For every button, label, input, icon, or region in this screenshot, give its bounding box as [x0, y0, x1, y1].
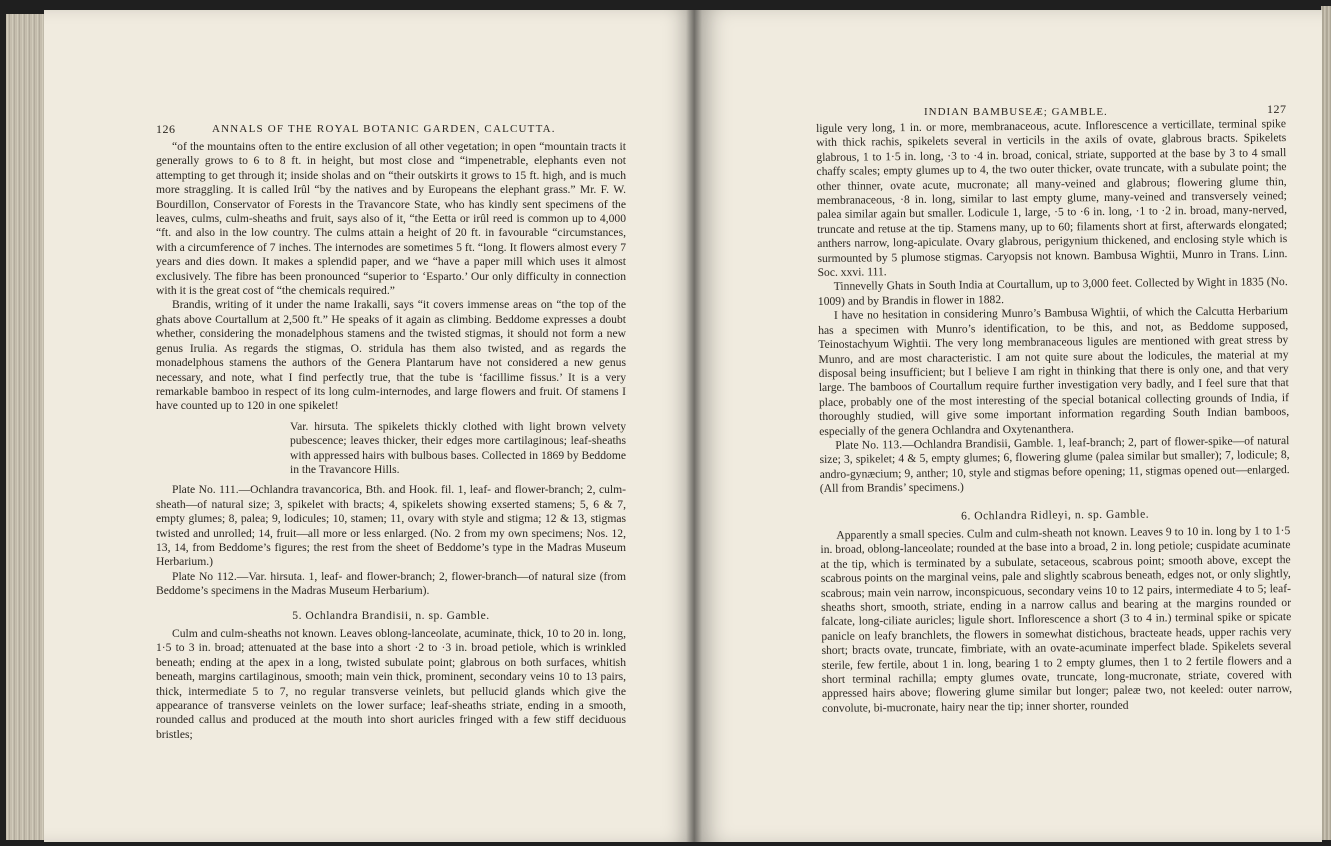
page-edges-right: [1321, 6, 1331, 840]
left-page-number: 126: [156, 122, 176, 136]
paragraph: I have no hesitation in considering Munro’s Bambusa Wightii, of which the Calcutta Herbarium has a specimen with Munro’s identification, to be this, and not, as Beddome supposed, Teinostachyum Wightii. The very long membranaceous ligules are mentioned with great stress by Munro, and are most characteristic. I am not quite sure about the lodicules, the material at my disposal being insufficient; but I believe I am right in thinking that there is only one, and that very large. The bamboos of Courtallum require further investigation very badly, and I feel sure that that place, probably one of the most interesting of the special botanical collecting grounds of India, if thoroughly studied, will give some important information regarding South Indian bamboos, especially of the genera Ochlandra and Oxytenanthera.: [818, 304, 1290, 438]
plate-caption: Plate No. 111.—Ochlandra travancorica, Bth. and Hook. fil. 1, leaf- and flower-branch; 2, culm-sheath—of natural size; 3, spikelet with bracts; 4, spikelets showing exserted stamens; 5, 6 & 7, empty glumes; 8, palea; 9, lodicules; 10, stamen; 11, ovary with style and stigma; 12 & 13, stigmas twisted and unrolled; 14, fruit—all more or less enlarged. (No. 2 from my own specimens; Nos. 12, 13, 14, from Beddome’s figures; the rest from the sheet of Beddome’s type in the Madras Museum Herbarium.): [156, 483, 626, 569]
plate-caption: Plate No. 113.—Ochlandra Brandisii, Gamble. 1, leaf-branch; 2, part of flower-spike—of natural size; 3, spikelet; 4 & 5, empty glumes; 6, flowering glume (palea similar but smaller); 7, lodicule; 8, andro-gynæcium; 9, anther; 10, style and stigmas before opening; 11, stigmas opened out—enlarged. (All from Brandis’ specimens.): [819, 433, 1290, 496]
right-page-number: 127: [1267, 102, 1287, 116]
paragraph: Tinnevelly Ghats in South India at Courtallum, up to 3,000 feet. Collected by Wight in 1835 (No. 1009) and by Brandis in flower in 1882.: [817, 275, 1288, 308]
section-title: 6. Ochlandra Ridleyi, n. sp. Gamble.: [961, 507, 1150, 523]
paragraph: ligule very long, 1 in. or more, membranaceous, acute. Inflorescence a verticillate, terminal spike with thick rachis, spikelets several in verticils in the axils of ovate, glabrous bracts. Spikelets glabrous, 1 to 1·5 in. long, ·3 to ·4 in. broad, conical, striate, supported at the base by 3 to 4 small chaffy scales; empty glumes up to 4, the two outer thicker, ovate truncate, with a subulate point; the other thinner, ovate acute, mucronate; all many-veined and glabrous; flowering glume thin, membranaceous, ·8 in. long, similar to last empty glume, many-veined and transversely veined; palea similar again but smaller. Lodicule 1, large, ·5 to ·6 in. long, ·1 to ·2 in. broad, many-nerved, truncate and retuse at the tip. Stamens many, up to 60; filaments short at first, afterwards elongated; anthers narrow, long-apiculate. Ovary glabrous, perigynium thickened, and enclosing style which is surmounted by 5 plumose stigmas. Caryopsis not known. Bambusa Wightii, Munro in Trans. Linn. Soc. xxvi. 111.: [816, 117, 1288, 280]
left-page: [44, 10, 694, 842]
left-body: [156, 140, 626, 742]
page-edges-left: [6, 14, 46, 840]
variety-note: Var. hirsuta. The spikelets thickly clothed with light brown velvety pubescence; leaves thicker, their edges more cartilaginous; leaf-sheaths with appressed hairs with bulbous bases. Collected in 1869 by Beddome in the Travancore Hills.: [290, 419, 626, 476]
paragraph: Brandis, writing of it under the name Irakalli, says “it covers immense areas on “the top of the ghats above Courtallum at 2,500 ft.” He speaks of it again as climbing. Beddome expresses a doubt whether, considering the monadelphous stamens and the twisted stigmas, it should not form a new genus Irulia. As regards the stigmas, O. stridula has them also twisted, and as regards the monadelphous stamens the authors of the Genera Plantarum have not considered a new genus necessary, and note, what I find perfectly true, that the tube is ‘facillime fissus.’ It is a very remarkable bamboo in respect of its long culm-internodes, and large flowers and fruit. Of stamens I have counted up to 120 in one spikelet!: [156, 298, 626, 413]
book-gutter: [686, 10, 702, 842]
right-running-head: INDIAN BAMBUSEÆ; GAMBLE.: [924, 106, 1108, 118]
left-running-head: ANNALS OF THE ROYAL BOTANIC GARDEN, CALCUTTA.: [212, 123, 556, 135]
species-description: Culm and culm-sheaths not known. Leaves oblong-lanceolate, acuminate, thick, 10 to 20 in. long, 1·5 to 3 in. broad; attenuated at the base into a short ·2 to ·3 in. broad petiole, which is wrinkled beneath; ending at the apex in a long, twisted subulate point; glabrous on both surfaces, whitish beneath, margins cartilaginous, smooth; main vein thick, prominent, secondary veins 10 to 13 pairs, thick, intermediate 5 to 7, no regular transverse veinlets, but pellucid glands which give the appearance of transverse veinlets on the lower surface; leaf-sheaths striate, ending in a smooth, rounded callus and produced at the mouth into short auricles fringed with a few stiff deciduous bristles;: [156, 627, 626, 741]
species-description: Apparently a small species. Culm and culm-sheath not known. Leaves 9 to 10 in. long by 1 to 1·5 in. broad, oblong-lanceolate; rounded at the base into a broad, 2 in. long petiole; cuspidate acuminate at the tip, which is terminated by a subulate, setaceous, scabrous point; smooth above, except the scabrous points on the marginal veins, pale and slightly scabrous beneath, edges not, or only slightly, scabrous; main vein narrow, inconspicuous, secondary veins 10 to 12 pairs, intermediate 4 to 5; leaf-sheaths short, smooth, striate, ending in a narrow callus and bearing at the margins rounded or falcate, long-ciliate auricles; ligule short. Inflorescence a short (3 to 4 in.) terminal spike or spicate panicle on leafy branchlets, the flowers in somewhat distichous, bracteate heads, upper rachis very short; bracts ovate, truncate, fimbriate, with an ovate-acuminate imperfect blade. Spikelets several sterile, few fertile, about 1 in. long, bearing 1 to 2 empty glumes, then 1 to 2 fertile flowers and a short terminal rachilla; empty glumes ovate, truncate, long-mucronate, striate, covered with appressed hairs above; flowering glume similar but longer; paleæ two, not keeled: outer narrow, convolute, bi-mucronate, hairy near the tip; inner shorter, rounded: [820, 524, 1293, 715]
plate-caption: Plate No 112.—Var. hirsuta. 1, leaf- and flower-branch; 2, flower-branch—of natural size (from Beddome’s specimens in the Madras Museum Herbarium).: [156, 569, 626, 598]
section-title: 5. Ochlandra Brandisii, n. sp. Gamble.: [292, 608, 490, 622]
right-body: [816, 117, 1292, 716]
right-page: [694, 10, 1322, 842]
paragraph: “of the mountains often to the entire exclusion of all other vegetation; in open “mountain tracts it generally grows to 6 to 8 ft. in height, but most close and “impenetrable, elephants even not attempting to get through it; inside sholas and on “their outskirts it grows to 15 ft. high, and is much more straggling. It is called Irûl “by the natives and by Europeans the elephant grass.” Mr. F. W. Bourdillon, Conservator of Forests in the Travancore State, who has kindly sent specimens of the leaves, culms, culm-sheaths and fruit, says also of it, “the Eetta or irûl reed is common up to 4,000 “ft. and also in the low country. The culms attain a height of 20 ft. in favourable “circumstances, with a circumference of 7 inches. The internodes are sometimes 5 ft. “long. It flowers almost every 7 years and dies down. It makes a splendid paper, and we “have a paper mill which uses it almost exclusively. The fibre has been pronounced “superior to ‘Esparto.’ Our only difficulty in connection with it is the great cost of “the chemicals required.”: [156, 140, 626, 298]
